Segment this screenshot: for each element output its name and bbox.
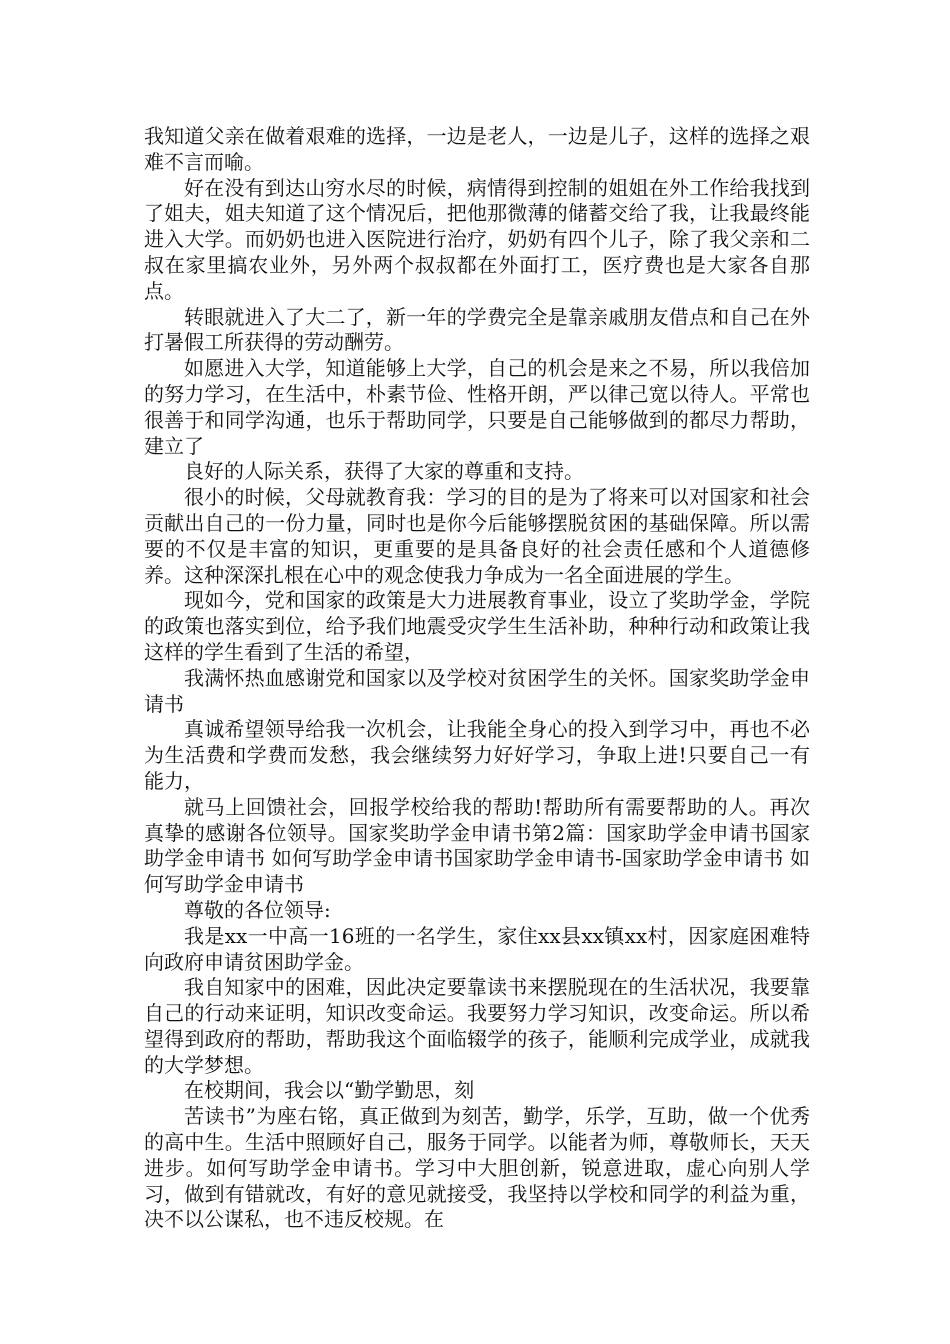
paragraph-13: 我自知家中的困难，因此决定要靠读书来摆脱现在的生活状况，我要靠自己的行动来证明，知识改变命运。我要努力学习知识，改变命运。所以希望得到政府的帮助，帮助我这个面临辍学的孩子，能顺利完成学业，成就我的大学梦想。 bbox=[144, 975, 810, 1077]
paragraph-9: 真诚希望领导给我一次机会，让我能全身心的投入到学习中，再也不必为生活费和学费而发愁，我会继续努力好好学习，争取上进!只要自己一有能力， bbox=[144, 717, 810, 793]
document-page bbox=[144, 124, 810, 1233]
paragraph-3: 转眼就进入了大二了，新一年的学费完全是靠亲戚朋友借点和自己在外打暑假工所获得的劳动酬劳。 bbox=[144, 304, 810, 355]
paragraph-6: 很小的时候，父母就教育我：学习的目的是为了将来可以对国家和社会贡献出自己的一份力量，同时也是你今后能够摆脱贫困的基础保障。所以需要的不仅是丰富的知识，更重要的是具备良好的社会责任感和个人道德修养。这种深深扎根在心中的观念使我力争成为一名全面进展的学生。 bbox=[144, 485, 810, 587]
paragraph-1: 我知道父亲在做着艰难的选择，一边是老人，一边是儿子，这样的选择之艰难不言而喻。 bbox=[144, 124, 810, 174]
paragraph-12: 我是xx一中高一16班的一名学生，家住xx县xx镇xx村，因家庭困难特向政府申请贫困助学金。 bbox=[144, 923, 810, 974]
paragraph-7: 现如今，党和国家的政策是大力进展教育事业，设立了奖助学金，学院的政策也落实到位，给予我们地震受灾学生生活补助，种种行动和政策让我这样的学生看到了生活的希望， bbox=[144, 588, 810, 664]
paragraph-4: 如愿进入大学，知道能够上大学，自己的机会是来之不易，所以我倍加的努力学习，在生活中，朴素节俭、性格开朗，严以律己宽以待人。平常也很善于和同学沟通，也乐于帮助同学，只要是自己能够做到的都尽力帮助，建立了 bbox=[144, 356, 810, 458]
paragraph-14: 在校期间，我会以“勤学勤思，刻 bbox=[184, 1078, 475, 1103]
paragraph-15: 苦读书”为座右铭，真正做到为刻苦，勤学，乐学，互助，做一个优秀的高中生。生活中照顾好自己，服务于同学。以能者为师，尊敬师长，天天进步。如何写助学金申请书。学习中大胆创新，锐意进取，虚心向别人学习，做到有错就改，有好的意见就接受，我坚持以学校和同学的利益为重，决不以公谋私，也不违反校规。在 bbox=[144, 1104, 810, 1232]
paragraph-10: 就马上回馈社会，回报学校给我的帮助!帮助所有需要帮助的人。再次真挚的感谢各位领导。国家奖助学金申请书第2篇：国家助学金申请书国家助学金申请书 如何写助学金申请书国家助学金申请书-国家助学金申请书 如何写助学金申请书 bbox=[144, 794, 810, 897]
salutation: 尊敬的各位领导: bbox=[184, 897, 331, 922]
paragraph-8: 我满怀热血感谢党和国家以及学校对贫困学生的关怀。国家奖助学金申请书 bbox=[144, 665, 810, 716]
paragraph-5: 良好的人际关系，获得了大家的尊重和支持。 bbox=[184, 459, 584, 484]
paragraph-2: 好在没有到达山穷水尽的时候，病情得到控制的姐姐在外工作给我找到了姐夫，姐夫知道了这个情况后，把他那微薄的储蓄交给了我，让我最终能进入大学。而奶奶也进入医院进行治疗，奶奶有四个儿子，除了我父亲和二叔在家里搞农业外，另外两个叔叔都在外面打工，医疗费也是大家各自那点。 bbox=[144, 175, 810, 303]
